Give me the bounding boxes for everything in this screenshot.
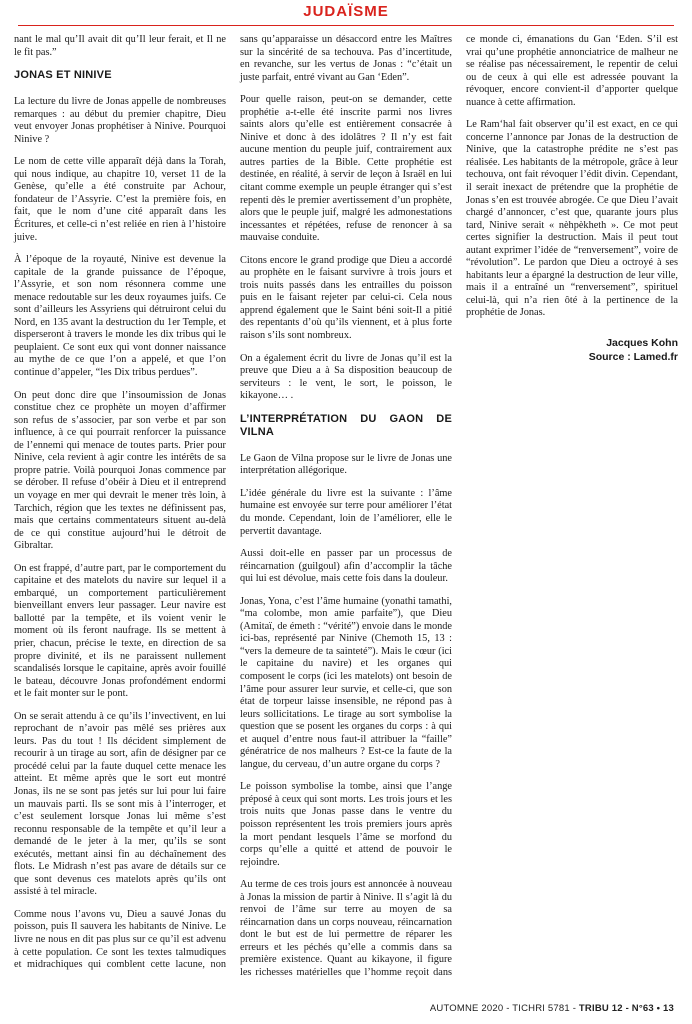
paragraph: Pour quelle raison, peut-on se demander, cette prophétie a-t-elle été inscrite parmi nos livres saints alors qu’elle est entièrement consacrée à Ninive et donc à des idolâtres ? Il n’y est fait aucune mention du peuple juif, contrairement aux autres parties de la Bible. Cette prophétie est destinée, en réalité, à servir de leçon à Israël en lui citant comme exemple un peuple étranger qui s’est repenti dès le premier avertissement d’un prophète, alors que le peuple juif, malgré les admonestations incessantes et répétées, refuse de renoncer à sa mauvaise conduite. [240,94,452,244]
paragraph: Jonas, Yona, c’est l’âme humaine (yonathi tamathi, “ma colombe, mon amie parfaite”), que Dieu (Amitaï, de émeth : “vérité”) envoie dans le monde ici-bas, représenté par Ninive (Chemoth 15, 13 : “vers la demeure de ta sainteté”). Mais le cœur (ici le capitaine du navire) et les organes qui composent le corps (ici les matelots) ont besoin de l’âme pour assurer leur survie, et celle-ci, que son état de torpeur laisse insensible, ne répond pas à leurs sollicitations. Le tirage au sort symbolise la question que se posent les organes du corps : à qui et auquel d’entre nous faut-il attribuer la “faille” génératrice de nos malheurs ? Est-ce la faute de la langue, du cerveau, d’un autre organe du corps ? [240,595,452,770]
paragraph: Aussi doit-elle en passer par un processus de réincarnation (guilgoul) afin d’accomplir la tâche qui lui est dévolue, mais cette fois dans la douleur. [240,548,452,585]
magazine-page: TRIBU 12 - N°63 • 13 [578,1003,674,1014]
section-title: JUDAÏSME [303,3,389,20]
paragraph: On est frappé, d’autre part, par le comportement du capitaine et des matelots du navire sur lequel il a embarqué, un comportement particulièrement bienveillant envers leur passager. Leur navire est ballotté par la tempête, et ils voient venir le moment où ils feront naufrage. Ils se mettent à prier, chacun, précise le texte, en direction de sa propre divinité, et ils ne paraissent nullement scandalisés lorsque le capitaine, après avoir fouillé le bateau, découvre Jonas profondément endormi et le fait monter sur le pont. [14,562,226,700]
paragraph: Le Ram‘hal fait observer qu’il est exact, en ce qui concerne l’annonce par Jonas de la destruction de Ninive, que la catastrophe prédite ne s’est pas réalisée. Les habitants de la métropole, grâce à leur techouva, ont fait révoquer l’édit divin. Cependant, il serait inexact de prétendre que la prophétie de Jonas s’en est trouvée abrogée. Ce que Dieu l’avait chargé d’annoncer, c’est que, quarante jours plus tard, Ninive serait « nèhpèkheth ». Ce mot peut certes signifier la destruction. Mais il peut tout autant exprimer l’idée de “renversement”, voire de “révolution”. Le pardon que Dieu a octroyé à ses habitants leur a épargné la destruction de leur ville, mais il a entraîné un “renversement”, spirituel celui-là, qui n’a rien ôté à la pertinence de la prophétie de Jonas. [466,119,678,319]
paragraph: On peut donc dire que l’insoumission de Jonas constitue chez ce prophète un moyen d’affirmer son refus de s’associer, par son verbe et par son influence, à ce qui pourrait renforcer la puissance de l’ennemi qui menace de toutes parts. Prier pour Ninive, cela revient à agir contre les intérêts de sa propre patrie. Voilà pourquoi Jonas commence par se dérober. Il refuse d’obéir à Dieu et il entreprend un voyage en mer qui devrait le mener très loin, à Tarchich, région que les textes ne définissent pas, mais que certains commentateurs situent au-delà de ce qui constitue aujourd’hui le détroit de Gibraltar. [14,389,226,552]
header-rule [18,25,674,26]
paragraph: Le poisson symbolise la tombe, ainsi que l’ange préposé à ceux qui sont morts. Les trois jours et les trois nuits que Jonas passe dans le ventre du poisson représentent les trois premiers jours après la mort pendant lesquels l’âme se morfond du corps qu’elle a quitté et attend de pouvoir le rejoindre. [240,781,452,868]
paragraph-continued: nant le mal qu’Il avait dit qu’Il leur ferait, et Il ne le fit pas.” [14,34,226,58]
page-footer [0,1003,674,1014]
paragraph: On se serait attendu à ce qu’ils l’invectivent, en lui reprochant de n’avoir pas mêlé ses prières aux leurs. Pas du tout ! Ils décident simplement de recourir à un tirage au sort, afin de désigner par ce procédé celui par la faute duquel cette menace les atteint. Et même après que le sort eut montré Jonas, ils ne se sont pas jetés sur lui pour lui faire un mauvais parti. Ils se sont mis à l’interroger, et c’est seulement lorsque Jonas lui même s’est reconnu responsable de la tempête et qu’il leur a demandé de le jeter à la mer, qu’ils se sont exécutés, mettant ainsi fin au déchaînement des flots. Le Midrash n’est pas avare de détails sur ce que sont devenus ces matelots après qu’ils ont assisté à tel miracle. [14,710,226,898]
signature [466,336,678,364]
paragraph: Comme nous l’avons vu, Dieu a sauvé Jonas du poisson, puis Il sauvera les habitants de Ninive. Le livre ne nous en dit pas plus sur ce qu’il est advenu à cette population. Ce sont les textes talmudiques et midrachiques qui comblent cette lacune, non sans qu’apparaisse un désaccord entre les Maîtres sur la sincérité de sa techouva. Pas d’incertitude, en revanche, sur les vertus de Jonas : “c’était un juste parfait, entré vivant au Gan ‘Eden”. [14,34,452,971]
author-name: Jacques Kohn [606,337,678,350]
paragraph: L’idée générale du livre est la suivante : l’âme humaine est envoyée sur terre pour améliorer l’état du monde. Cependant, loin de l’améliorer, elle le pervertit davantage. [240,487,452,537]
paragraph: À l’époque de la royauté, Ninive est devenue la capitale de la grande puissance de l’époque, l’Assyrie, et son nom résonnera comme une menace redoutable sur les deux royaumes juifs. Ce sont d’ailleurs les Assyriens qui détruiront celui du Nord, en 135 avant la destruction du 1er Temple, et disperseront à travers le monde les dix tribus qui le peuplaient. Ce sont eux qui vont donner naissance au mythe de ce que l’on a appelé, et que l’on continue d’appeler, “les Dix tribus perdues”. [14,254,226,379]
paragraph: Le Gaon de Vilna propose sur le livre de Jonas une interprétation allégorique. [240,452,452,477]
paragraph: La lecture du livre de Jonas appelle de nombreuses remarques : au début du premier chapitre, Dieu veut envoyer Jonas prophétiser à Ninive. Pourquoi Ninive ? [14,96,226,145]
paragraph: Au terme de ces trois jours est annoncée à nouveau à Jonas la mission de partir à Ninive. Il s’agit là du renvoi de l’âme sur terre au moyen de sa réincarnation dans un corps nouveau, réincarnation dont le but est de lui permettre de réparer les erreurs et les péchés qu’elle a commis dans sa première existence. Quant au kikayone, il figure les richesses matérielles que l’homme reçoit dans ce monde ci, émanations du Gan ‘Eden. S’il est vrai qu’une prophétie annonciatrice de malheur ne se réalise pas nécessairement, le repentir de celui ou de ceux à qui elle est adressée pouvant la révoquer, encore convient-il d’apporter quelque nuance à cette affirmation. [240,34,678,978]
heading-jonas-et-ninive: JONAS ET NINIVE [14,69,112,82]
source-credit: Source : Lamed.fr [588,351,678,364]
article-body [14,34,678,984]
issue-info: AUTOMNE 2020 - TICHRI 5781 - [429,1003,579,1014]
paragraph: Le nom de cette ville apparaît déjà dans la Torah, qui nous indique, au chapitre 10, verset 11 de la Genèse, qu’elle a été construite par Achour, fondateur de l’Assyrie. C’est la première fois, en fait, que le nom d’une cité apparaît dans les Écritures, et celle-ci n’est reliée en rien à l’histoire juive. [14,156,226,243]
paragraph: On a également écrit du livre de Jonas qu’il est la preuve que Dieu a à Sa disposition beaucoup de serviteurs : le vent, le sort, le poisson, le kikayone… . [240,352,452,402]
section-header [0,0,692,26]
paragraph: Citons encore le grand prodige que Dieu a accordé au prophète en le faisant survivre à trois jours et trois nuits passés dans les entrailles du poisson puis en le faisant rejeter par celui-ci. Cela nous apprend également que le Saint béni soit-Il a pitié des repentants d’où qu’ils viennent, et à plus forte raison s’ils sont nombreux. [240,254,452,342]
heading-gaon-de-vilna: L’INTERPRÉTATION DU GAON DE VILNA [240,412,452,438]
